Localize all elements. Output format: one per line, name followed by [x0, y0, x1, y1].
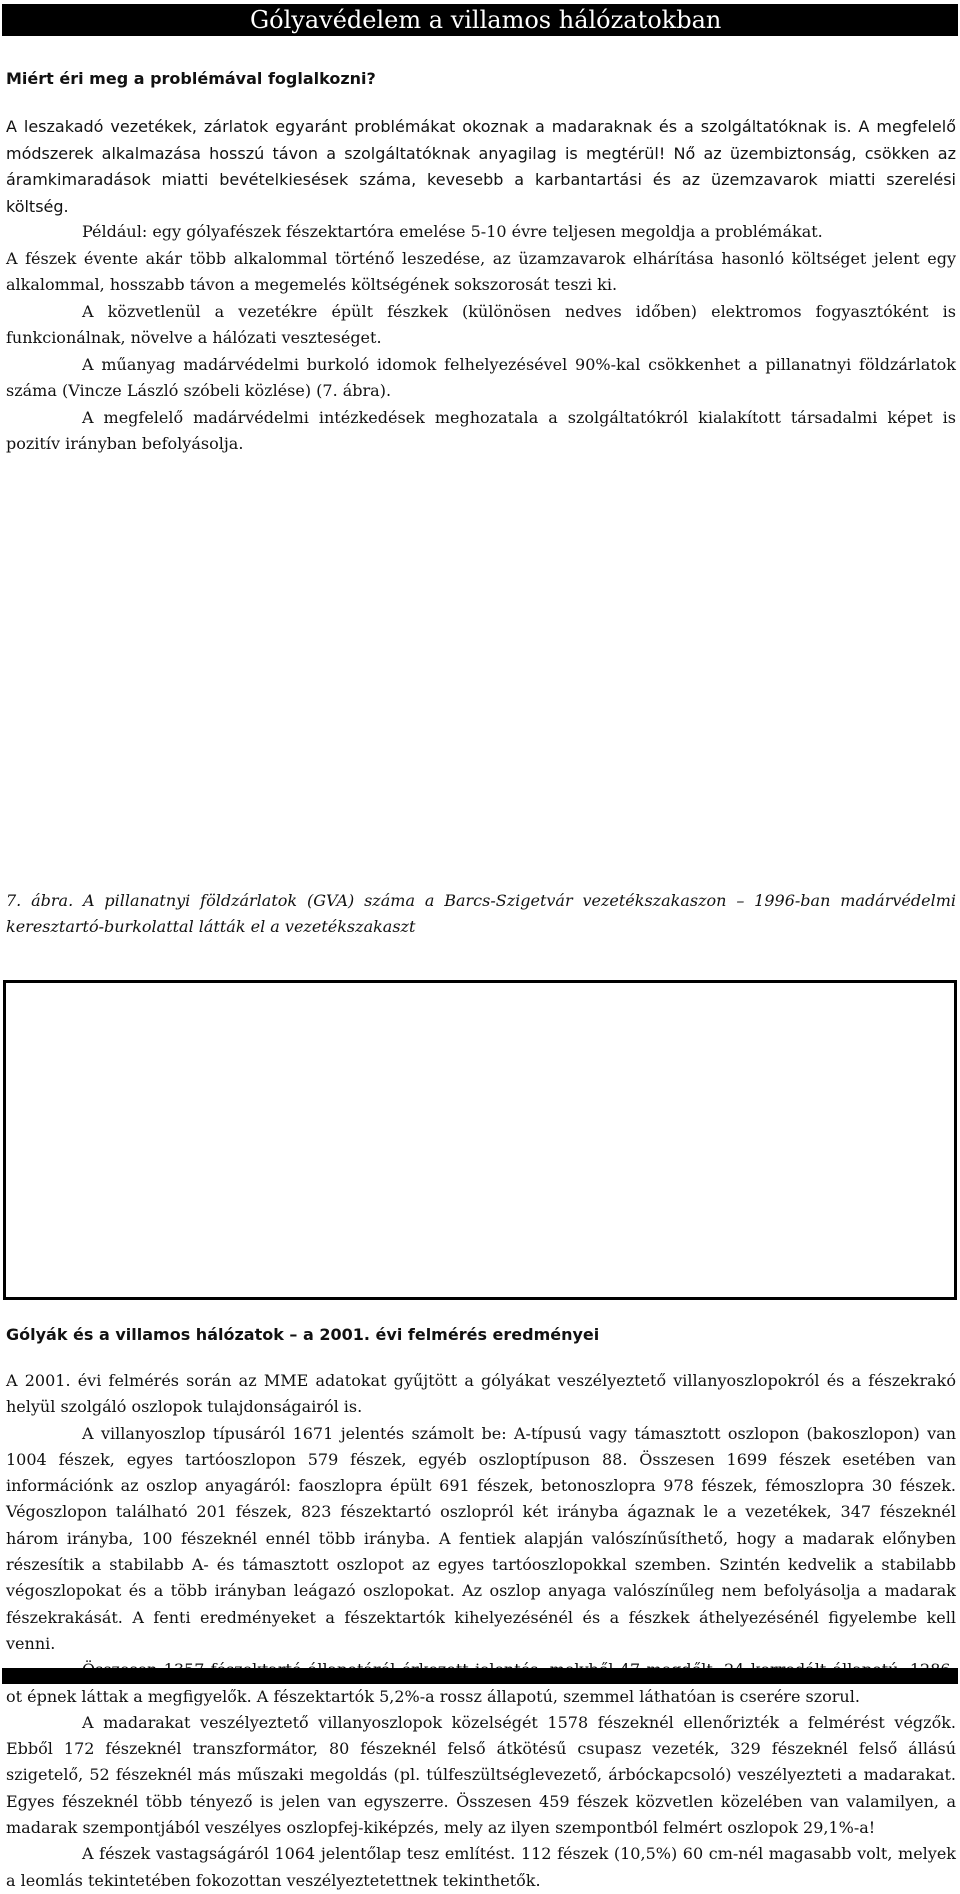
paragraph: A közvetlenül a vezetékre épült fészkek (különösen nedves időben) elektromos fogyasztóként is funkcionálnak, növelve a hálózati veszteséget. — [6, 301, 956, 347]
page-title: Gólyavédelem a villamos hálózatokban — [250, 6, 722, 34]
paragraph: A 2001. évi felmérés során az MME adatokat gyűjtött a gólyákat veszélyeztető villanyoszlopokról és a fészekrakó helyül szolgáló oszlopok tulajdonságairól is. — [6, 1371, 956, 1417]
section-heading-why: Miért éri meg a problémával foglalkozni? — [6, 69, 376, 88]
paragraph: A madarakat veszélyeztető villanyoszlopok közelségét 1578 fészeknél ellenőrizték a felmérést végzők. Ebből 172 fészeknél transzformátor, 80 fészeknél felső átkötésű csupasz vezeték, 329 fészeknél felső állású szigetelő, 52 fészeknél más műszaki megoldás (pl. túlfeszültséglevezető, árbóckapcsoló) veszélyezteti a madarakat. Egyes fészeknél több tényező is jelen van egyszerre. Összesen 459 fészek közvetlen közelében van valamilyen, a madarak szempontjából veszélyes oszlopfej-kiképzés, mely az ilyen szempontból felmért oszlopok 29,1%-a! — [6, 1712, 956, 1838]
paragraph: A fészek évente akár több alkalommal történő leszedése, az üzamzavarok elhárítása hasonló költséget jelent egy alkalommal, hosszabb távon a megemelés költségének sokszorosát teszi ki. — [6, 248, 956, 294]
footer-bar — [2, 1668, 958, 1684]
paragraph: Például: egy gólyafészek fészektartóra emelése 5-10 évre teljesen megoldja a problémákat. — [82, 222, 823, 241]
intro-paragraph: A leszakadó vezetékek, zárlatok egyaránt problémákat okoznak a madaraknak és a szolgáltatóknak is. A megfelelő módszerek alkalmazása hosszú távon a szolgáltatóknak anyagilag is megtérül! Nő az üzembiztonság, csökken az áramkimaradások miatti bevételkiesések száma, kevesebb a karbantartási és az üzemzavarok miatti szerelési költség. — [6, 117, 956, 216]
section-heading-survey: Gólyák és a villamos hálózatok – a 2001. évi felmérés eredményei — [6, 1325, 600, 1344]
paragraph: ot épnek láttak a megfigyelők. A fészektartók 5,2%-a rossz állapotú, szemmel láthatóan is cserére szorul. — [6, 1686, 860, 1706]
paragraph: A villanyoszlop típusáról 1671 jelentés számolt be: A-típusú vagy támasztott oszlopon (bakoszlopon) van 1004 fészek, egyes tartóoszlopon 579 fészek, egyéb oszloptípuson 88. Összesen 1699 fészek esetében van információnk az oszlop anyagáról: faoszlopra épült 691 fészek, betonoszlopra 978 fészek, fémoszlopra 30 fészek. Végoszlopon található 201 fészek, 823 fészektartó oszlopról két irányba ágaznak le a vezetékek, 347 fészeknél három irányba, 100 fészeknél ennél több irányba. A fentiek alapján valószínűsíthető, hogy a madarak előnyben részesítik a stabilabb A- és támasztott oszlopot az egyes tartóoszlopokkal szemben. Szintén kedvelik a stabilabb végoszlopokat és a több irányban leágazó oszlopokat. Az oszlop anyaga valószínűleg nem befolyásolja a madarak fészekrakását. A fenti eredményeket a fészektartók kihelyezésénél és a fészkek áthelyezésénél figyelembe kell venni. — [6, 1423, 956, 1653]
paragraph: A fészek vastagságáról 1064 jelentőlap tesz említést. 112 fészek (10,5%) 60 cm-nél magasabb volt, melyek a leomlás tekintetében fokozottan veszélyeztetettnek tekinthetők. — [6, 1844, 956, 1890]
figure-placeholder — [3, 980, 957, 1300]
paragraph: A műanyag madárvédelmi burkoló idomok felhelyezésével 90%-kal csökkenhet a pillanatnyi földzárlatok száma (Vincze László szóbeli közlése) (7. ábra). — [6, 354, 956, 400]
section2-body — [6, 1368, 956, 1894]
figure-caption: 7. ábra. A pillanatnyi földzárlatok (GVA) száma a Barcs-Szigetvár vezetékszakaszon – 1996-ban madárvédelmi keresztartó-burkolattal látták el a vezetékszakaszt — [6, 891, 956, 936]
page-title-bar — [2, 4, 958, 36]
section1-body — [6, 219, 956, 458]
paragraph: A megfelelő madárvédelmi intézkedések meghozatala a szolgáltatókról kialakított társadalmi képet is pozitív irányban befolyásolja. — [6, 407, 956, 453]
